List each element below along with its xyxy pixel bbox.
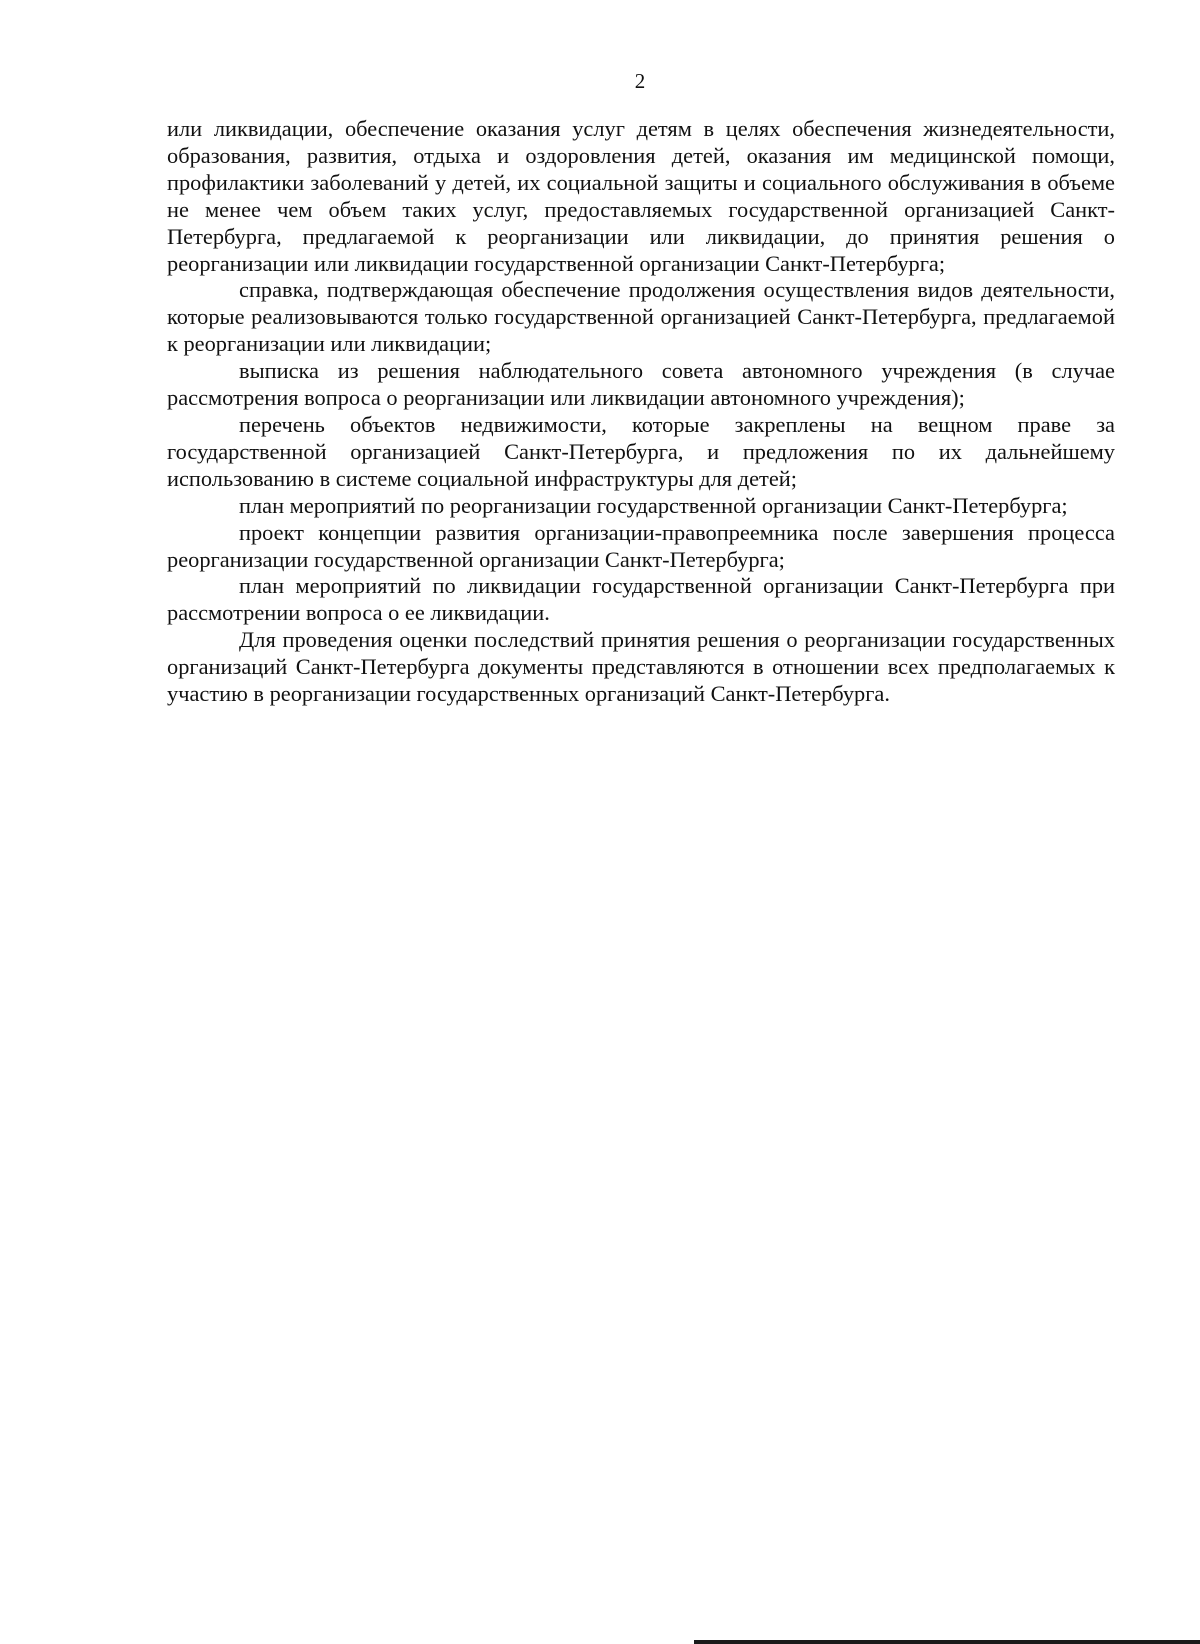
page-number: 2 <box>634 69 646 93</box>
paragraph-continuation: или ликвидации, обеспечение оказания услуг детям в целях обеспечения жизнедеятельности, образования, развития, отдыха и оздоровления детей, оказания им медицинской помощи, профилактики заболеваний у детей, их социальной защиты и социального обслуживания в объеме не менее чем объем таких услуг, предоставляемых государственной организацией Санкт-Петербурга, предлагаемой к реорганизации или ликвидации, до принятия решения о реорганизации или ликвидации государственной организации Санкт-Петербурга; <box>167 116 1115 276</box>
scan-edge-line <box>694 1640 1200 1644</box>
paragraph-liquidation-plan: план мероприятий по ликвидации государственной организации Санкт-Петербурга при рассмотрении вопроса о ее ликвидации. <box>167 573 1115 626</box>
paragraph-successor-concept: проект концепции развития организации-правопреемника после завершения процесса реорганизации государственной организации Санкт-Петербурга; <box>167 519 1115 572</box>
paragraph-supervisory-board-extract: выписка из решения наблюдательного совета автономного учреждения (в случае рассмотрения вопроса о реорганизации или ликвидации автономного учреждения); <box>167 358 1115 411</box>
paragraph-real-estate-list: перечень объектов недвижимости, которые закреплены на вещном праве за государственной организацией Санкт-Петербурга, и предложения по их дальнейшему использованию в системе социальной инфраструктуры для детей; <box>167 411 1115 491</box>
document-body <box>167 116 1115 708</box>
paragraph-reorganization-plan: план мероприятий по реорганизации государственной организации Санкт-Петербурга; <box>239 492 1068 518</box>
paragraph-assessment-documents: Для проведения оценки последствий принятия решения о реорганизации государственных организаций Санкт-Петербурга документы представляются в отношении всех предполагаемых к участию в реорганизации государственных организаций Санкт-Петербурга. <box>167 627 1115 707</box>
paragraph-certificate-continuation: справка, подтверждающая обеспечение продолжения осуществления видов деятельности, которые реализовываются только государственной организацией Санкт-Петербурга, предлагаемой к реорганизации или ликвидации; <box>167 277 1115 357</box>
